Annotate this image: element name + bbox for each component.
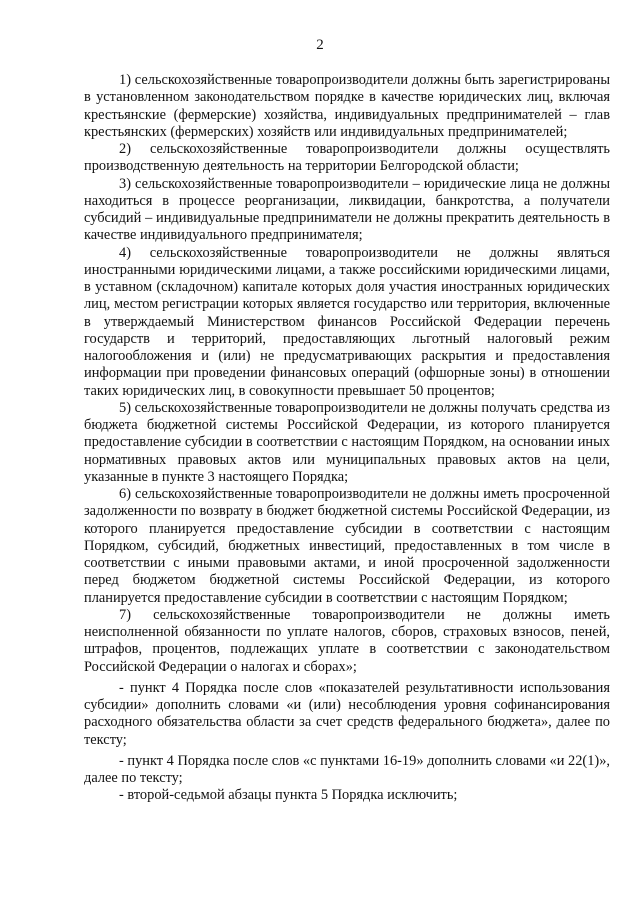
amendment-item-4-points: - пункт 4 Порядка после слов «с пунктами 16-19» дополнить словами «и 22(1)», далее по тексту; bbox=[84, 752, 610, 786]
paragraph-item-2: 2) сельскохозяйственные товаропроизводители должны осуществлять производственную деятельность на территории Белгородской области; bbox=[84, 141, 610, 175]
paragraph-item-5: 5) сельскохозяйственные товаропроизводители не должны получать средства из бюджета бюджетной системы Российской Федерации, из которого планируется предоставление субсидии в соответствии с настоящим Порядком, на основании иных нормативных правовых актов или муниципальных правовых актов на цели, указанные в пункте 3 настоящего Порядка; bbox=[84, 399, 610, 485]
paragraph-item-6: 6) сельскохозяйственные товаропроизводители не должны иметь просроченной задолженности по возврату в бюджет бюджетной системы Российской Федерации, из которого планируется предоставление субсидии в соответствии с настоящим Порядком, субсидий, бюджетных инвестиций, предоставленных в том числе в соответствии с иными правовыми актами, и иной просроченной задолженности перед бюджетом бюджетной системы Российской Федерации, из которого планируется предоставление субсидии в соответствии с настоящим Порядком; bbox=[84, 486, 610, 606]
paragraph-item-4: 4) сельскохозяйственные товаропроизводители не должны являться иностранными юридическими лицами, а также российскими юридическими лицами, в уставном (складочном) капитале которых доля участия иностранных юридических лиц, местом регистрации которых является государство или территория, включенные в утверждаемый Министерством финансов Российской Федерации перечень государств и территорий, предоставляющих льготный налоговый режим налогообложения и (или) не предусматривающих раскрытия и предоставления информации при проведении финансовых операций (офшорные зоны) в отношении таких юридических лиц, в совокупности превышает 50 процентов; bbox=[84, 244, 610, 399]
amendment-item-5-exclusion: - второй-седьмой абзацы пункта 5 Порядка исключить; bbox=[119, 787, 458, 804]
document-body bbox=[84, 72, 610, 805]
paragraph-item-3: 3) сельскохозяйственные товаропроизводители – юридические лица не должны находиться в процессе реорганизации, ликвидации, банкротства, а получатели субсидий – индивидуальные предприниматели не должны прекратить деятельность в качестве индивидуального предпринимателя; bbox=[84, 175, 610, 244]
page-number: 2 bbox=[316, 37, 324, 53]
amendment-item-4-indicators: - пункт 4 Порядка после слов «показателей результативности использования субсидии» дополнить словами «и (или) несоблюдения уровня софинансирования расходного обязательства области за счет средств федерального бюджета», далее по тексту; bbox=[84, 679, 610, 748]
paragraph-item-7: 7) сельскохозяйственные товаропроизводители не должны иметь неисполненной обязанности по уплате налогов, сборов, страховых взносов, пеней, штрафов, процентов, подлежащих уплате в соответствии с законодательством Российской Федерации о налогах и сборах»; bbox=[84, 606, 610, 675]
paragraph-item-1: 1) сельскохозяйственные товаропроизводители должны быть зарегистрированы в установленном законодательством порядке в качестве юридических лиц, включая крестьянские (фермерские) хозяйства, индивидуальных предпринимателей – глав крестьянских (фермерских) хозяйств или индивидуальных предпринимателей; bbox=[84, 72, 610, 140]
